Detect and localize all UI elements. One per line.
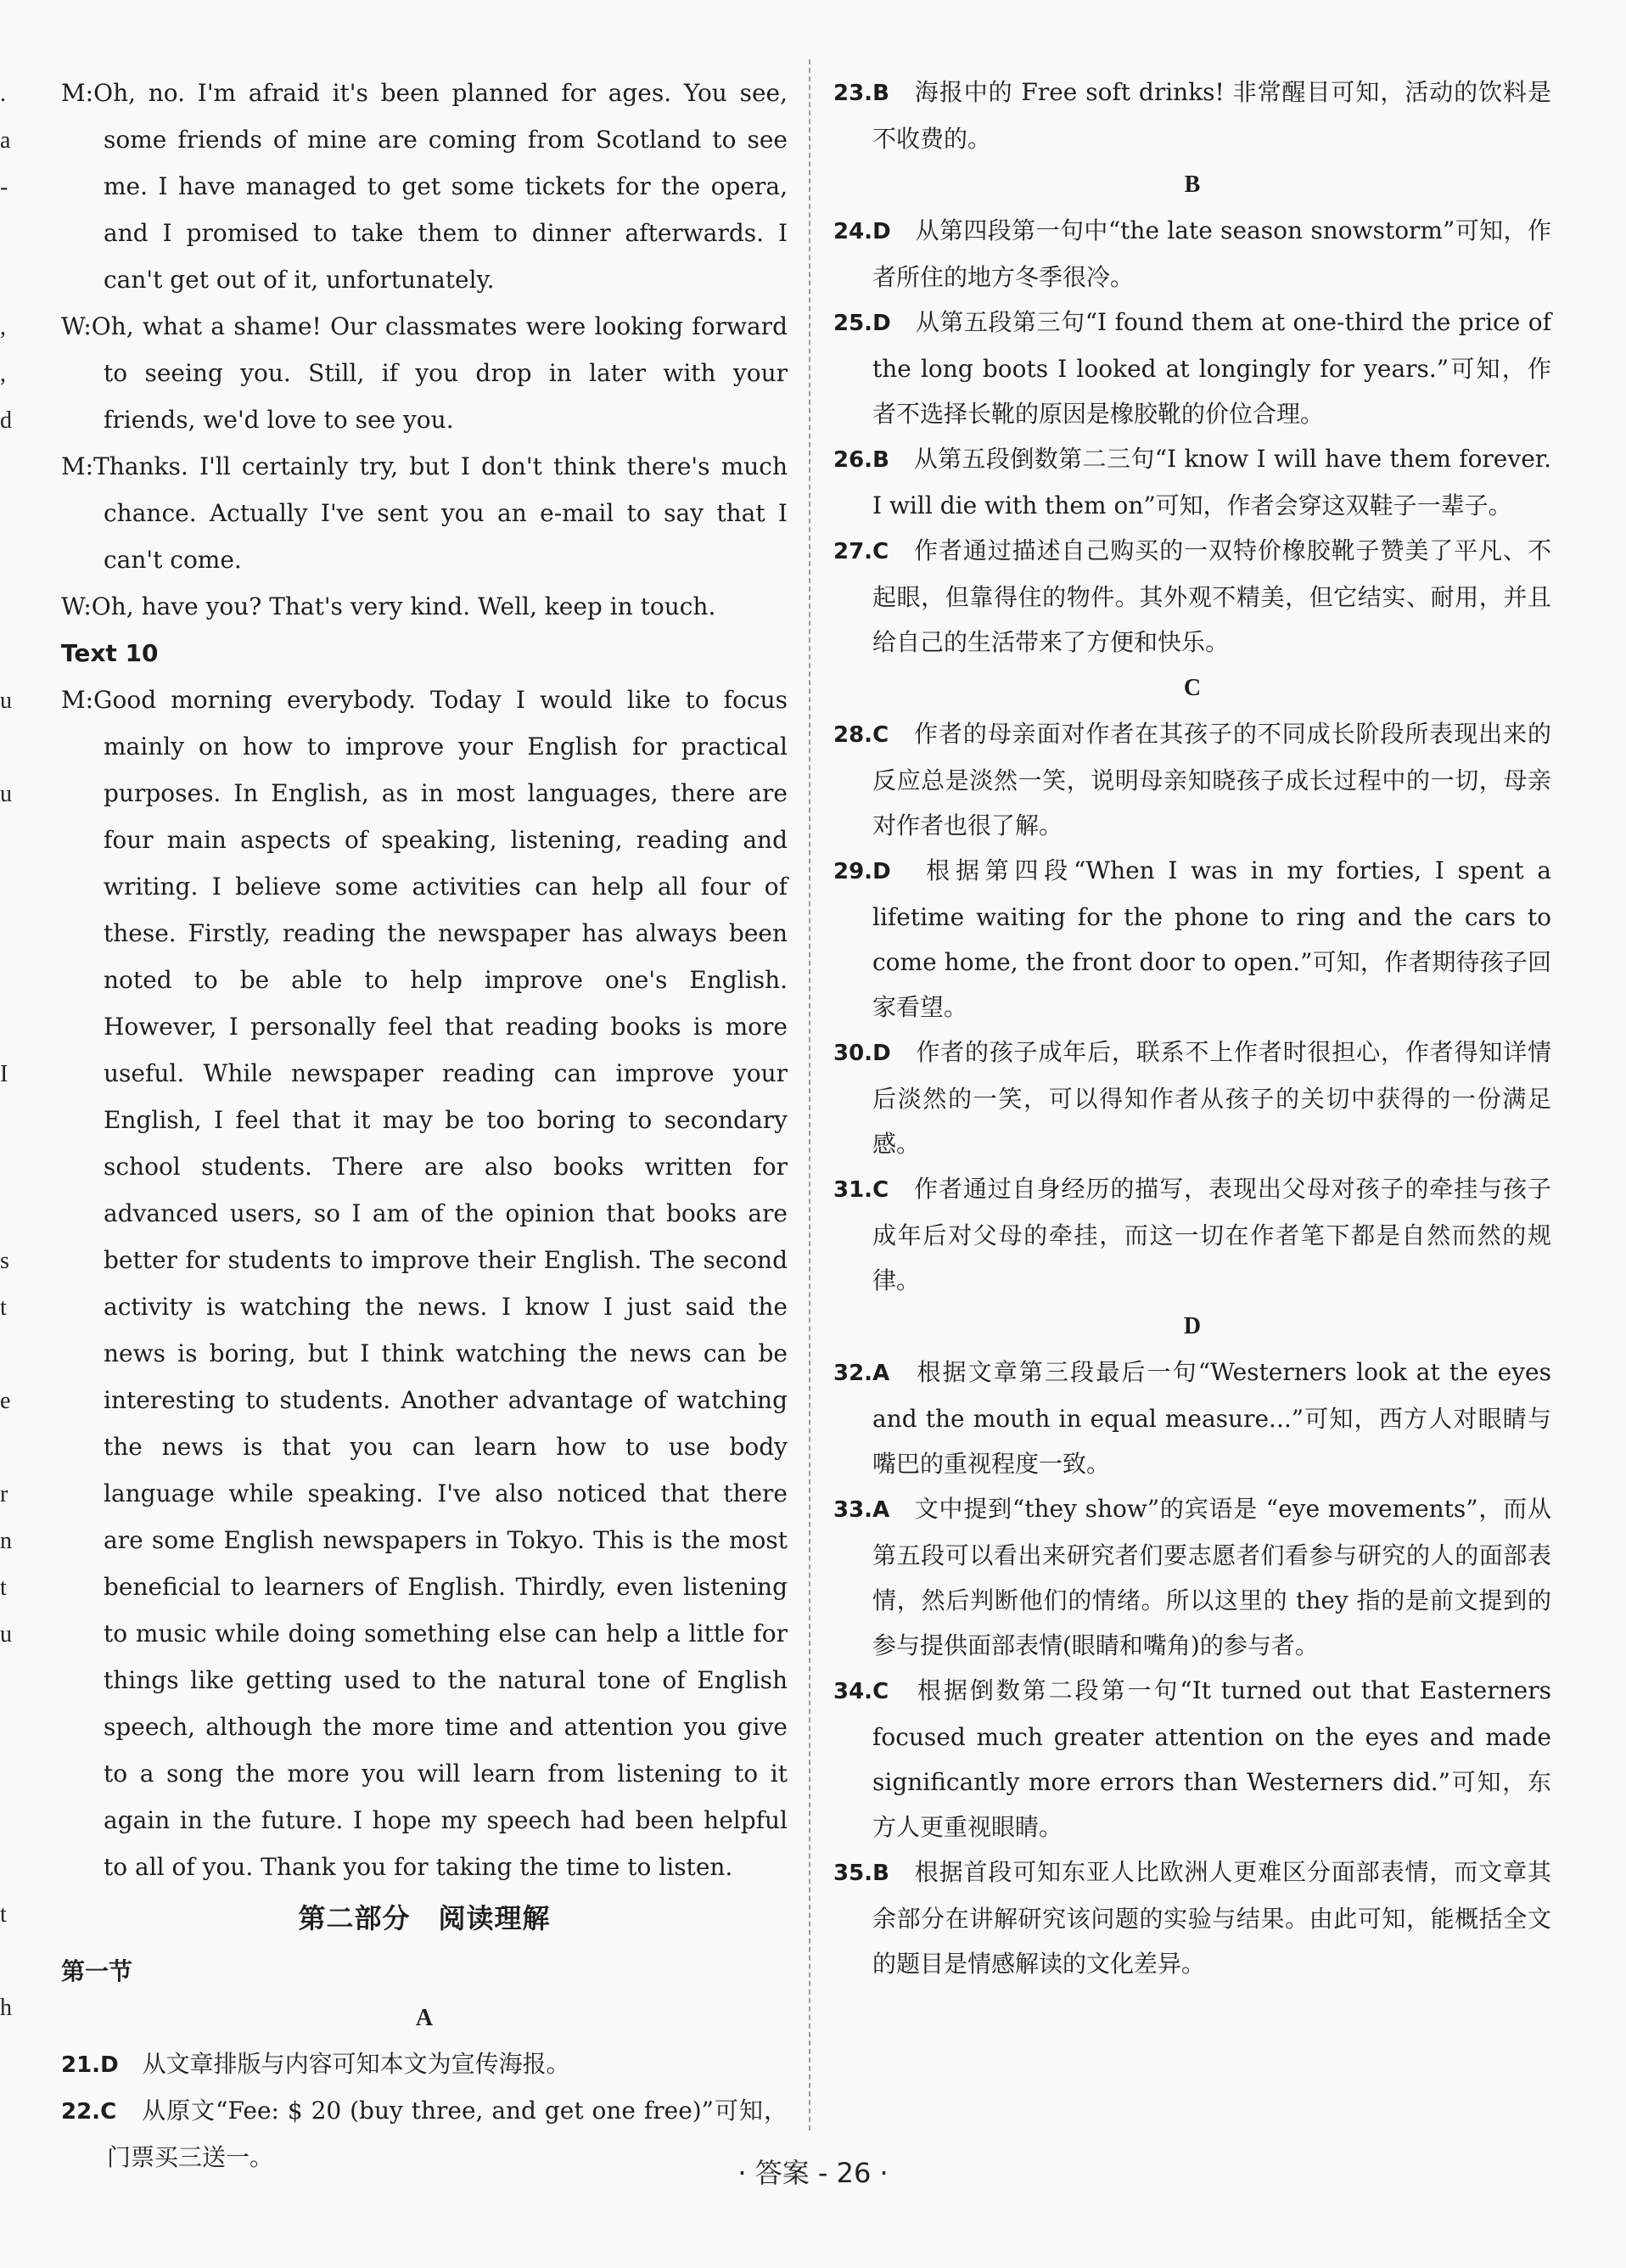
- speaker-label: M:: [61, 79, 94, 107]
- answer-explanation: 根据倒数第二段第一句“It turned out that Easterners focused much greater attention on the eyes and made significantly more errors than Westerners did.”可知，东方人更重视眼睛。: [872, 1676, 1551, 1841]
- margin-fragment: a: [0, 127, 11, 154]
- answer-number: 27.: [833, 539, 873, 564]
- margin-fragment: ,: [0, 361, 6, 387]
- passage-letter: B: [1184, 171, 1201, 198]
- answer-number: 29.: [833, 859, 873, 884]
- text10-heading: Text 10: [61, 639, 159, 667]
- speech-paragraph: [61, 676, 788, 1890]
- passage-letter: D: [1183, 1313, 1202, 1339]
- answer-explanation: 从第五段第三句“I found them at one-third the price of the long boots I looked at longingly for years.”可知，作者不选择长靴的原因是橡胶靴的价位合理。: [872, 308, 1551, 428]
- answer-item: [833, 528, 1551, 665]
- answer-number: 24.: [833, 219, 873, 244]
- answer-explanation: 文中提到“they show”的宾语是 “eye movements”，而从第五段可以看出来研究者们要志愿者们看参与研究的人的面部表情，然后判断他们的情绪。所以这里的 they 指的是前文提到的参与提供面部表情(眼睛和嘴角)的参与者。: [872, 1495, 1551, 1659]
- answer-choice: D: [100, 2052, 119, 2078]
- passage-letter: C: [1183, 675, 1202, 701]
- right-column: [833, 70, 1551, 1986]
- answer-item: [833, 1850, 1551, 1986]
- dialogue-line: [61, 583, 788, 630]
- answer-choice: B: [872, 1861, 889, 1886]
- answer-choice: A: [872, 1361, 890, 1386]
- margin-fragment: u: [0, 781, 12, 807]
- answer-choice: C: [872, 1177, 889, 1203]
- answer-explanation: 作者通过自身经历的描写，表现出父母对孩子的牵挂与孩子成年后对父母的牵挂，而这一切在作者笔下都是自然而然的规律。: [872, 1175, 1551, 1294]
- answer-item: [833, 300, 1551, 436]
- section-title: 第一节: [61, 1957, 133, 1985]
- dialogue-line: [61, 70, 788, 303]
- answer-number: 32.: [833, 1361, 873, 1386]
- margin-fragment: -: [0, 174, 8, 200]
- answer-explanation: 从文章排版与内容可知本文为宣传海报。: [142, 2050, 570, 2078]
- answer-explanation: 从第五段倒数第二三句“I know I will have them forever. I will die with them on”可知，作者会穿这双鞋子一辈子。: [872, 445, 1551, 519]
- answer-explanation: 根据第四段“When I was in my forties, I spent a lifetime waiting for the phone to ring and the cars to come home, the front door to open.”可知，作者期待孩子回家看望。: [872, 856, 1551, 1021]
- answer-item: [833, 436, 1551, 528]
- margin-fragment: h: [0, 1995, 12, 2021]
- speaker-label: M:: [61, 686, 94, 714]
- column-divider: [809, 59, 810, 2130]
- answer-explanation: 海报中的 Free soft drinks! 非常醒目可知，活动的饮料是不收费的。: [872, 78, 1551, 153]
- margin-fragment: e: [0, 1388, 11, 1414]
- answer-item: [833, 70, 1551, 161]
- answer-choice: C: [100, 2099, 117, 2125]
- page-footer: · 答案 - 26 ·: [737, 2157, 889, 2189]
- margin-fragment: ,: [0, 314, 6, 340]
- answer-choice: D: [872, 311, 891, 336]
- answer-choice: D: [872, 859, 891, 884]
- answer-item: [833, 1668, 1551, 1850]
- answer-explanation: 根据首段可知东亚人比欧洲人更难区分面部表情，而文章其余部分在讲解研究该问题的实验与结果。由此可知，能概括全文的题目是情感解读的文化差异。: [872, 1858, 1551, 1978]
- margin-fragment: s: [0, 1248, 9, 1274]
- dialogue-text: Oh, what a shame! Our classmates were looking forward to seeing you. Still, if you drop in later with your friends, we'd love to see you.: [91, 312, 788, 434]
- answer-explanation: 根据文章第三段最后一句“Westerners look at the eyes and the mouth in equal measure...”可知，西方人对眼睛与嘴巴的重视程度一致。: [872, 1358, 1551, 1478]
- answer-explanation: 从第四段第一句中“the late season snowstorm”可知，作者所住的地方冬季很冷。: [872, 216, 1551, 291]
- answer-number: 28.: [833, 722, 873, 748]
- answer-item: [833, 711, 1551, 848]
- answer-number: 34.: [833, 1679, 873, 1704]
- margin-fragment: t: [0, 1294, 7, 1321]
- answer-number: 21.: [61, 2052, 101, 2078]
- answer-item: [833, 1166, 1551, 1303]
- dialogue-text: Oh, no. I'm afraid it's been planned for ages. You see, some friends of mine are coming from Scotland to see me. I have managed to get some tickets for the opera, and I promised to take them to dinner afterwards. I can't get out of it, unfortunately.: [93, 79, 788, 294]
- dialogue-text: Thanks. I'll certainly try, but I don't think there's much chance. Actually I've sent you an e-mail to say that I can't come.: [93, 452, 788, 574]
- margin-fragment: u: [0, 688, 12, 714]
- margin-fragment: d: [0, 407, 12, 434]
- margin-fragment: t: [0, 1575, 7, 1601]
- speech-text: Good morning everybody. Today I would like to focus mainly on how to improve your English for practical purposes. In English, as in most languages, there are four main aspects of speaking, listening, reading and writing. I believe some activities can help all four of these. Firstly, reading the newspaper has always been noted to be able to help improve one's English. However, I personally feel that reading books is more useful. While newspaper reading can improve your English, I feel that it may be too boring to secondary school students. There are also books written for advanced users, so I am of the opinion that books are better for students to improve their English. The second activity is watching the news. I know I just said the news is boring, but I think watching the news can be interesting to students. Another advantage of watching the news is that you can learn how to use body language while speaking. I've also noticed that there are some English newspapers in Tokyo. This is the most beneficial to learners of English. Thirdly, even listening to music while doing something else can help a little for things like getting used to the natural tone of English speech, although the more time and attention you give to a song the more you will learn from listening to it again in the future. I hope my speech had been helpful to all of you. Thank you for taking the time to listen.: [93, 686, 788, 1881]
- answer-explanation: 作者的孩子成年后，联系不上作者时很担心，作者得知详情后淡然的一笑，可以得知作者从孩子的关切中获得的一份满足感。: [872, 1038, 1551, 1158]
- answer-item: [833, 1350, 1551, 1486]
- dialogue-line: [61, 443, 788, 583]
- answer-number: 30.: [833, 1041, 873, 1066]
- answer-number: 31.: [833, 1177, 873, 1203]
- speaker-label: W:: [61, 592, 92, 620]
- answer-choice: B: [872, 81, 889, 106]
- answer-choice: B: [872, 447, 889, 473]
- dialogue-line: [61, 303, 788, 443]
- margin-fragment: u: [0, 1621, 12, 1648]
- answer-choice: A: [872, 1497, 890, 1523]
- speaker-label: M:: [61, 452, 94, 480]
- answer-choice: C: [872, 539, 889, 564]
- part-title: 第二部分 阅读理解: [298, 1902, 551, 1934]
- margin-fragment: I: [0, 1061, 8, 1087]
- left-column: [61, 70, 788, 2180]
- answer-number: 33.: [833, 1497, 873, 1523]
- answer-item: [833, 208, 1551, 300]
- answer-choice: D: [872, 219, 891, 244]
- dialogue-text: Oh, have you? That's very kind. Well, keep in touch.: [91, 592, 716, 620]
- answer-number: 35.: [833, 1861, 873, 1886]
- speaker-label: W:: [61, 312, 92, 340]
- answer-item: [833, 1486, 1551, 1668]
- passage-letter: A: [415, 2005, 434, 2031]
- answer-choice: C: [872, 1679, 889, 1704]
- answer-choice: D: [872, 1041, 891, 1066]
- margin-fragment: n: [0, 1528, 12, 1554]
- answer-number: 23.: [833, 81, 873, 106]
- answer-choice: C: [872, 722, 889, 748]
- answer-item: [61, 2041, 788, 2088]
- answer-item: [833, 1030, 1551, 1166]
- margin-fragment: t: [0, 1901, 7, 1928]
- answer-item: [833, 848, 1551, 1030]
- margin-fragment: r: [0, 1481, 8, 1507]
- answer-number: 26.: [833, 447, 873, 473]
- margin-fragment: .: [0, 81, 6, 107]
- answer-number: 25.: [833, 311, 873, 336]
- answer-number: 22.: [61, 2099, 101, 2125]
- answer-explanation: 从原文“Fee: $ 20 (buy three, and get one free)”可知，门票买三送一。: [107, 2097, 788, 2171]
- answer-explanation: 作者的母亲面对作者在其孩子的不同成长阶段所表现出来的反应总是淡然一笑，说明母亲知晓孩子成长过程中的一切，母亲对作者也很了解。: [872, 720, 1551, 839]
- answer-explanation: 作者通过描述自己购买的一双特价橡胶靴子赞美了平凡、不起眼，但靠得住的物件。其外观不精美，但它结实、耐用，并且给自己的生活带来了方便和快乐。: [872, 536, 1551, 656]
